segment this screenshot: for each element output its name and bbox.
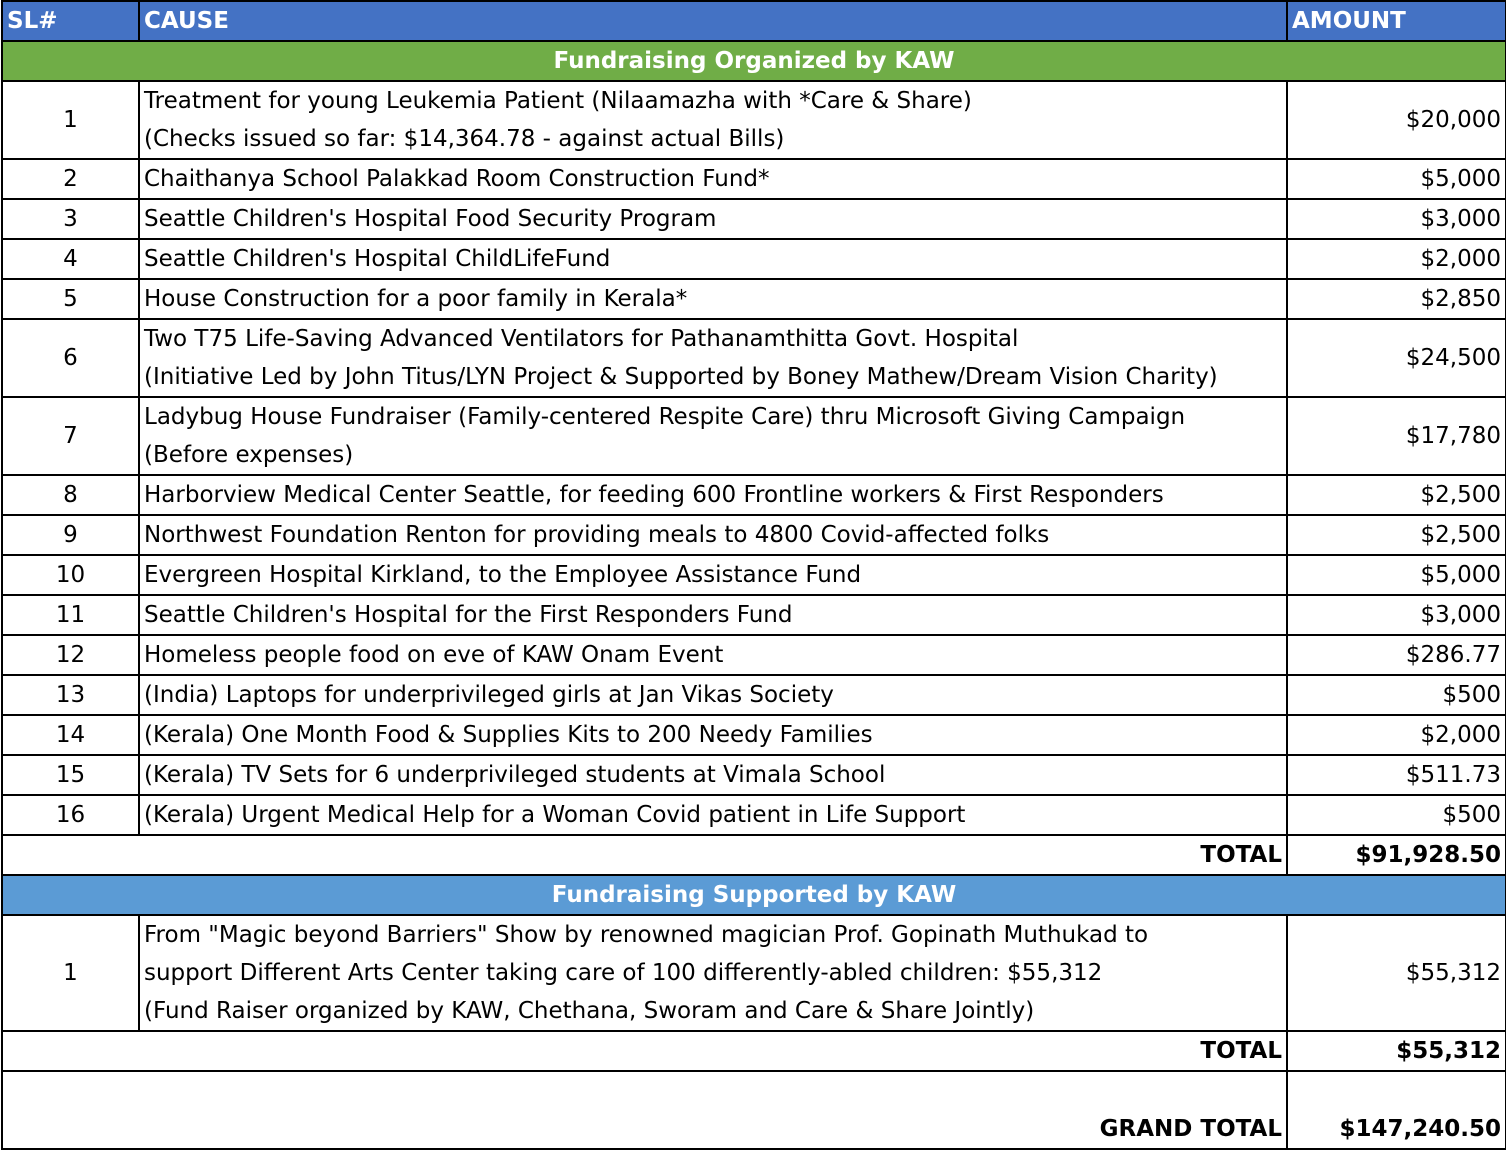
row-sl-cell[interactable]: 5: [2, 279, 139, 319]
row-sl-cell[interactable]: 10: [2, 555, 139, 595]
row-cause-cell[interactable]: [139, 159, 1287, 199]
section-supported-title[interactable]: Fundraising Supported by KAW: [2, 875, 1506, 915]
row-sl-cell[interactable]: 11: [2, 595, 139, 635]
total-row: [2, 1031, 1506, 1071]
cause-line: Harborview Medical Center Seattle, for feeding 600 Frontline workers & First Responders: [144, 482, 1164, 508]
cause-line: Northwest Foundation Renton for providing meals to 4800 Covid-affected folks: [144, 522, 1050, 548]
cause-line: Two T75 Life-Saving Advanced Ventilators for Pathanamthitta Govt. Hospital: [144, 326, 1019, 352]
row-sl-cell[interactable]: 7: [2, 397, 139, 475]
row-cause-cell[interactable]: [139, 319, 1287, 397]
row-cause-cell[interactable]: [139, 515, 1287, 555]
table-row: [2, 397, 1506, 475]
table-row: [2, 675, 1506, 715]
cause-line: Seattle Children's Hospital ChildLifeFund: [144, 246, 611, 272]
table-row: [2, 81, 1506, 159]
cause-line: Chaithanya School Palakkad Room Construction Fund*: [144, 166, 770, 192]
row-amount-cell[interactable]: $20,000: [1287, 81, 1506, 159]
donations-table: [1, 0, 1506, 1150]
table-row: [2, 795, 1506, 835]
row-cause-cell[interactable]: [139, 795, 1287, 835]
cause-line: (Kerala) TV Sets for 6 underprivileged students at Vimala School: [144, 762, 886, 788]
row-cause-cell[interactable]: [139, 555, 1287, 595]
row-amount-cell[interactable]: $2,850: [1287, 279, 1506, 319]
row-cause-cell[interactable]: [139, 755, 1287, 795]
total-amount-cell[interactable]: $55,312: [1287, 1031, 1506, 1071]
table-row: [2, 635, 1506, 675]
cause-line: Homeless people food on eve of KAW Onam Event: [144, 642, 724, 668]
cause-line: (Checks issued so far: $14,364.78 - against actual Bills): [144, 126, 785, 152]
total-amount-cell[interactable]: $91,928.50: [1287, 835, 1506, 875]
cause-line: support Different Arts Center taking care of 100 differently-abled children: $55,312: [144, 960, 1103, 986]
row-amount-cell[interactable]: $511.73: [1287, 755, 1506, 795]
table-row: [2, 715, 1506, 755]
row-amount-cell[interactable]: $286.77: [1287, 635, 1506, 675]
table-row: [2, 199, 1506, 239]
cause-line: Treatment for young Leukemia Patient (Nilaamazha with *Care & Share): [144, 88, 972, 114]
row-cause-cell[interactable]: [139, 397, 1287, 475]
row-amount-cell[interactable]: $55,312: [1287, 915, 1506, 1031]
table-row: [2, 515, 1506, 555]
row-cause-cell[interactable]: [139, 915, 1287, 1031]
row-amount-cell[interactable]: $2,500: [1287, 515, 1506, 555]
row-sl-cell[interactable]: 15: [2, 755, 139, 795]
row-sl-cell[interactable]: 8: [2, 475, 139, 515]
table-row: [2, 595, 1506, 635]
row-sl-cell[interactable]: 6: [2, 319, 139, 397]
cause-line: Seattle Children's Hospital for the First Responders Fund: [144, 602, 793, 628]
row-sl-cell[interactable]: 2: [2, 159, 139, 199]
row-sl-cell[interactable]: 16: [2, 795, 139, 835]
row-amount-cell[interactable]: $2,500: [1287, 475, 1506, 515]
row-amount-cell[interactable]: $24,500: [1287, 319, 1506, 397]
row-amount-cell[interactable]: $17,780: [1287, 397, 1506, 475]
table-row: [2, 239, 1506, 279]
row-cause-cell[interactable]: [139, 595, 1287, 635]
section-supported-header: [2, 875, 1506, 915]
cause-line: (Before expenses): [144, 442, 354, 468]
table-row: [2, 475, 1506, 515]
cause-line: (Kerala) Urgent Medical Help for a Woman Covid patient in Life Support: [144, 802, 966, 828]
cause-line: (Fund Raiser organized by KAW, Chethana, Sworam and Care & Share Jointly): [144, 998, 1035, 1024]
row-amount-cell[interactable]: $2,000: [1287, 239, 1506, 279]
cause-line: (Kerala) One Month Food & Supplies Kits to 200 Needy Families: [144, 722, 873, 748]
header-row: [2, 1, 1506, 41]
row-cause-cell[interactable]: [139, 635, 1287, 675]
row-amount-cell[interactable]: $5,000: [1287, 555, 1506, 595]
grand-total-row: [2, 1071, 1506, 1149]
cause-line: Ladybug House Fundraiser (Family-centered Respite Care) thru Microsoft Giving Campaign: [144, 404, 1186, 430]
grand-total-label-cell[interactable]: GRAND TOTAL: [2, 1071, 1287, 1149]
row-amount-cell[interactable]: $500: [1287, 795, 1506, 835]
section-organized-header: [2, 41, 1506, 81]
row-sl-cell[interactable]: 13: [2, 675, 139, 715]
cause-line: Seattle Children's Hospital Food Security Program: [144, 206, 717, 232]
row-cause-cell[interactable]: [139, 199, 1287, 239]
row-sl-cell[interactable]: 1: [2, 915, 139, 1031]
header-amount[interactable]: AMOUNT: [1287, 1, 1506, 41]
table-row: [2, 159, 1506, 199]
grand-total-amount-cell[interactable]: $147,240.50: [1287, 1071, 1506, 1149]
row-cause-cell[interactable]: [139, 475, 1287, 515]
row-cause-cell[interactable]: [139, 239, 1287, 279]
header-sl[interactable]: SL#: [2, 1, 139, 41]
cause-line: Evergreen Hospital Kirkland, to the Employee Assistance Fund: [144, 562, 862, 588]
row-amount-cell[interactable]: $5,000: [1287, 159, 1506, 199]
row-sl-cell[interactable]: 4: [2, 239, 139, 279]
table-row: [2, 755, 1506, 795]
cause-line: (India) Laptops for underprivileged girls at Jan Vikas Society: [144, 682, 834, 708]
row-cause-cell[interactable]: [139, 715, 1287, 755]
row-cause-cell[interactable]: [139, 675, 1287, 715]
total-label-cell[interactable]: TOTAL: [2, 1031, 1287, 1071]
row-sl-cell[interactable]: 12: [2, 635, 139, 675]
row-amount-cell[interactable]: $500: [1287, 675, 1506, 715]
section-organized-title[interactable]: Fundraising Organized by KAW: [2, 41, 1506, 81]
table-row: [2, 279, 1506, 319]
table-row: [2, 555, 1506, 595]
row-sl-cell[interactable]: 3: [2, 199, 139, 239]
cause-line: (Initiative Led by John Titus/LYN Project & Supported by Boney Mathew/Dream Vision Charity): [144, 364, 1218, 390]
row-cause-cell[interactable]: [139, 279, 1287, 319]
total-label-cell[interactable]: TOTAL: [2, 835, 1287, 875]
header-cause[interactable]: CAUSE: [139, 1, 1287, 41]
cause-line: House Construction for a poor family in Kerala*: [144, 286, 688, 312]
row-amount-cell[interactable]: $3,000: [1287, 199, 1506, 239]
row-sl-cell[interactable]: 14: [2, 715, 139, 755]
cause-line: From "Magic beyond Barriers" Show by renowned magician Prof. Gopinath Muthukad to: [144, 922, 1149, 948]
total-row: [2, 835, 1506, 875]
row-sl-cell[interactable]: 1: [2, 81, 139, 159]
table-row: [2, 319, 1506, 397]
row-amount-cell[interactable]: $2,000: [1287, 715, 1506, 755]
row-cause-cell[interactable]: [139, 81, 1287, 159]
row-sl-cell[interactable]: 9: [2, 515, 139, 555]
row-amount-cell[interactable]: $3,000: [1287, 595, 1506, 635]
table-row: [2, 915, 1506, 1031]
